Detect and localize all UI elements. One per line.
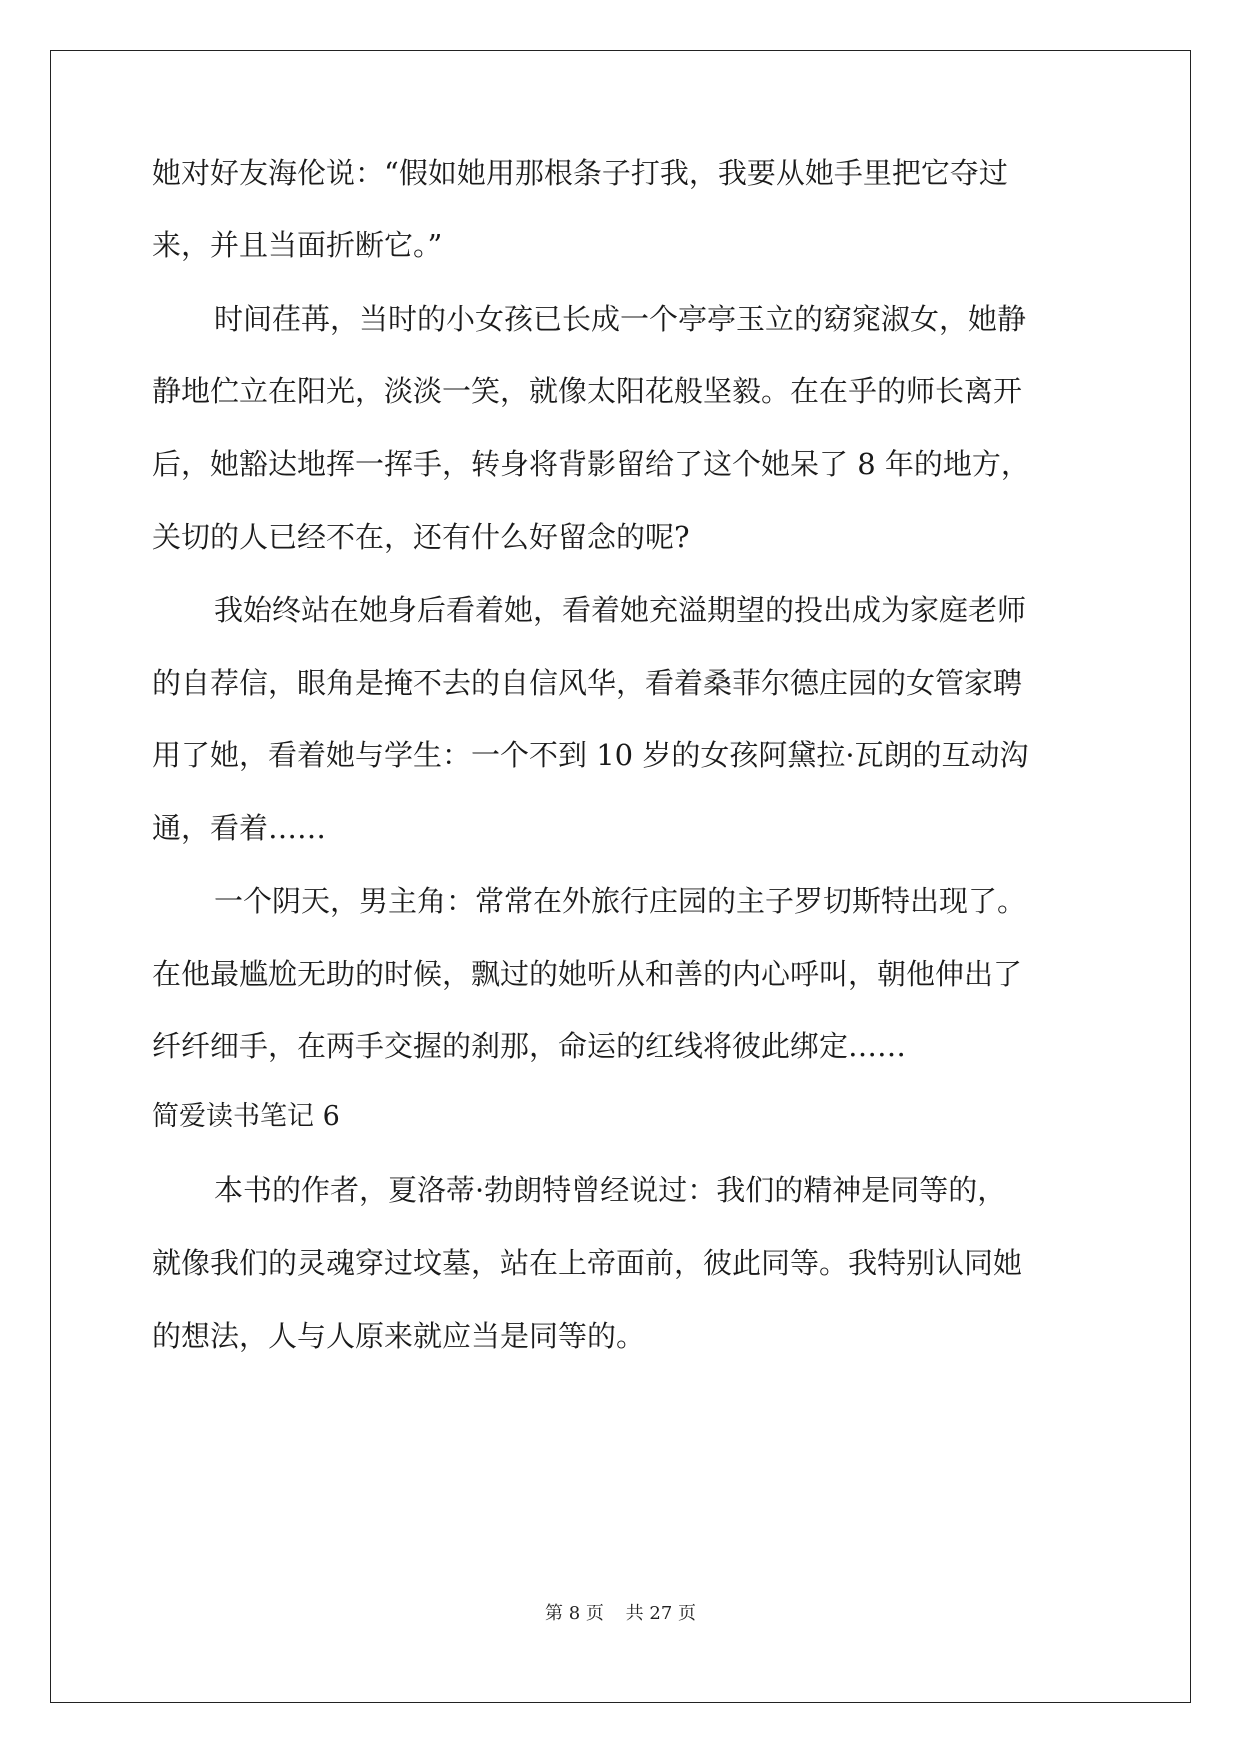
paragraph-start-line: 时间荏苒，当时的小女孩已长成一个亭亭玉立的窈窕淑女，她静 — [214, 302, 1027, 336]
text-line: 她对好友海伦说：“假如她用那根条子打我，我要从她手里把它夺过 — [152, 156, 1008, 190]
text-line: 后，她豁达地挥一挥手，转身将背影留给了这个她呆了 8 年的地方， — [152, 447, 1030, 481]
text-line: 静地伫立在阳光，淡淡一笑，就像太阳花般坚毅。在在乎的师长离开 — [152, 374, 1023, 408]
text-line: 关切的人已经不在，还有什么好留念的呢? — [152, 520, 690, 554]
page-number: 第 8 页 — [545, 1603, 604, 1624]
paragraph-start-line: 本书的作者，夏洛蒂·勃朗特曾经说过：我们的精神是同等的， — [214, 1173, 1007, 1207]
text-line: 在他最尴尬无助的时候，飘过的她听从和善的内心呼叫，朝他伸出了 — [152, 957, 1023, 991]
paragraph-start-line: 我始终站在她身后看着她，看着她充溢期望的投出成为家庭老师 — [214, 593, 1027, 627]
page-border — [50, 50, 1191, 1703]
text-line: 就像我们的灵魂穿过坟墓，站在上帝面前，彼此同等。我特别认同她 — [152, 1246, 1023, 1280]
paragraph-start-line: 一个阴天，男主角：常常在外旅行庄园的主子罗切斯特出现了。 — [214, 884, 1027, 918]
text-line: 通，看着…… — [152, 811, 327, 845]
page-footer — [0, 1602, 1241, 1626]
text-line: 纤纤细手，在两手交握的刹那，命运的红线将彼此绑定…… — [152, 1029, 907, 1063]
text-line: 用了她，看着她与学生：一个不到 10 岁的女孩阿黛拉·瓦朗的互动沟 — [152, 738, 1029, 772]
text-line: 的想法，人与人原来就应当是同等的。 — [152, 1319, 646, 1353]
page-total: 共 27 页 — [625, 1603, 696, 1624]
text-line: 的自荐信，眼角是掩不去的自信风华，看着桑菲尔德庄园的女管家聘 — [152, 666, 1023, 700]
text-line: 来，并且当面折断它。” — [152, 228, 443, 262]
section-heading: 简爱读书笔记 6 — [152, 1101, 340, 1132]
